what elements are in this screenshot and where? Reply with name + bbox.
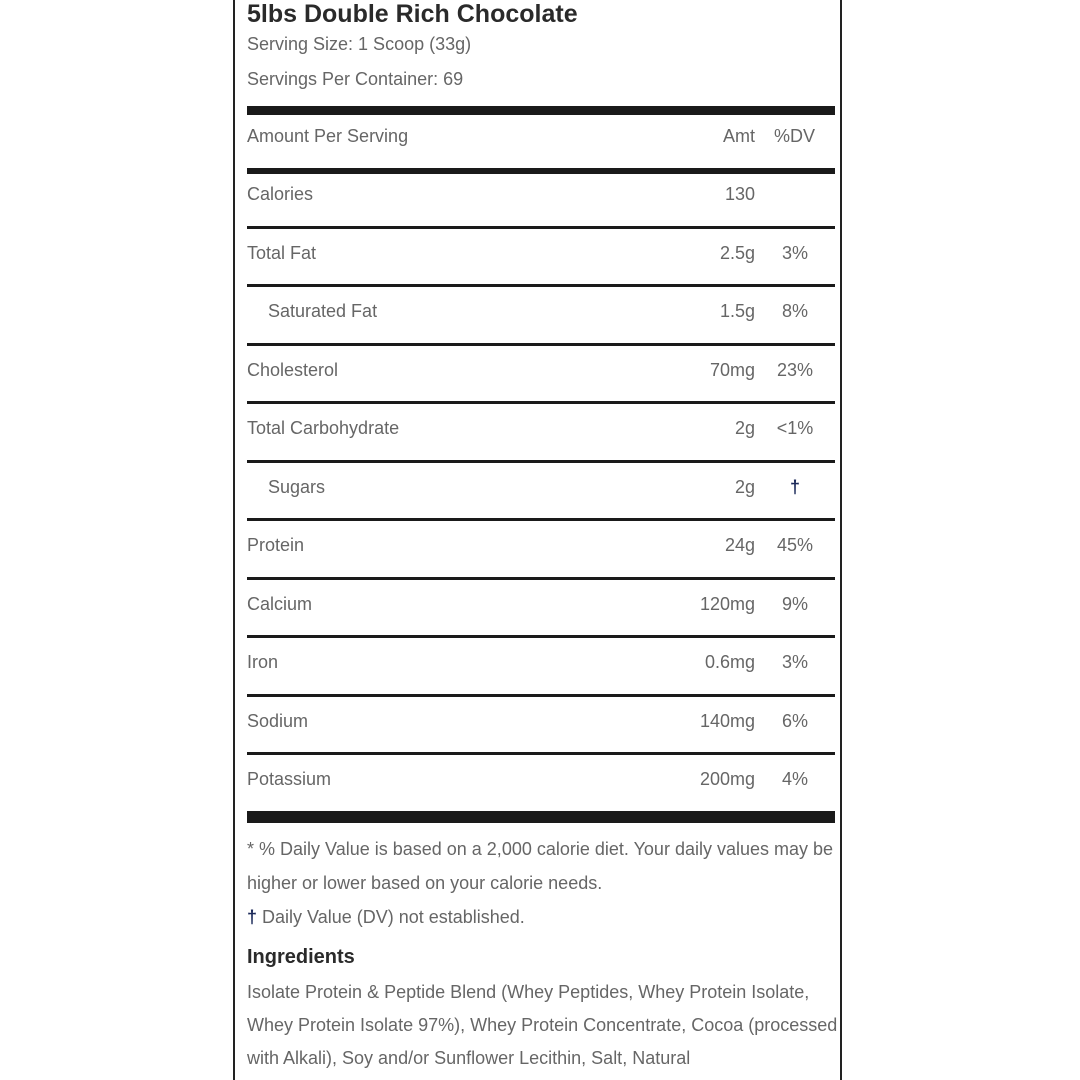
nutrient-daily-value: <1% xyxy=(776,418,814,438)
nutrient-daily-value: † xyxy=(789,476,800,497)
nutrient-amount: 0.6mg xyxy=(704,652,755,672)
nutrient-daily-value: 8% xyxy=(781,301,808,321)
nutrient-row xyxy=(247,697,835,756)
nutrient-name: Total Fat xyxy=(247,242,317,263)
nutrient-daily-value: 45% xyxy=(776,535,814,555)
nutrient-daily-value: 4% xyxy=(781,769,808,789)
nutrient-daily-value: 23% xyxy=(776,359,814,380)
nutrient-row xyxy=(247,755,835,811)
daily-value-footnote: * % Daily Value is based on a 2,000 calorie diet. Your daily values may be higher or lower based on your calorie needs. xyxy=(247,839,834,893)
nutrient-name: Saturated Fat xyxy=(268,301,378,321)
nutrient-row xyxy=(247,229,835,288)
nutrient-row xyxy=(247,287,835,346)
nutrient-name: Protein xyxy=(247,535,305,555)
nutrition-header xyxy=(247,120,835,152)
product-title: 5lbs Double Rich Chocolate xyxy=(247,0,578,28)
nutrient-table xyxy=(247,170,835,811)
dagger-note: Daily Value (DV) not established. xyxy=(257,907,525,927)
nutrient-name: Iron xyxy=(247,652,279,672)
amount-per-serving-label: Amount Per Serving xyxy=(247,126,409,146)
nutrient-daily-value: 3% xyxy=(781,652,808,672)
nutrient-daily-value: 9% xyxy=(781,593,808,614)
nutrient-name: Total Carbohydrate xyxy=(247,418,400,438)
nutrient-name: Calcium xyxy=(247,593,313,614)
dagger-symbol: † xyxy=(247,907,258,927)
amt-column-header: Amt xyxy=(722,126,755,146)
nutrient-amount: 2.5g xyxy=(719,242,755,263)
serving-size: Serving Size: 1 Scoop (33g) xyxy=(247,34,472,54)
nutrient-amount: 70mg xyxy=(709,359,755,380)
nutrient-amount: 2g xyxy=(734,476,755,497)
nutrient-amount: 1.5g xyxy=(719,301,755,321)
nutrient-row xyxy=(247,346,835,405)
nutrient-amount: 120mg xyxy=(699,593,755,614)
nutrient-name: Potassium xyxy=(247,769,332,789)
nutrient-name: Cholesterol xyxy=(247,359,339,380)
nutrient-row xyxy=(247,638,835,697)
nutrient-amount: 2g xyxy=(734,418,755,438)
nutrition-label xyxy=(233,0,842,1080)
nutrient-name: Sugars xyxy=(268,476,326,497)
nutrient-row xyxy=(247,521,835,580)
nutrient-amount: 140mg xyxy=(699,710,755,731)
nutrient-row xyxy=(247,170,835,229)
dv-column-header: %DV xyxy=(773,126,815,146)
nutrient-daily-value: 3% xyxy=(781,242,808,263)
nutrient-amount: 200mg xyxy=(699,769,755,789)
nutrient-name: Sodium xyxy=(247,710,309,731)
nutrient-amount: 24g xyxy=(724,535,755,555)
dagger-footnote xyxy=(247,900,837,934)
thick-divider-top xyxy=(247,106,835,115)
nutrient-amount: 130 xyxy=(724,184,755,204)
nutrient-row xyxy=(247,404,835,463)
ingredients-text: Isolate Protein & Peptide Blend (Whey Peptides, Whey Protein Isolate, Whey Protein Isolate 97%), Whey Protein Concentrate, Cocoa (processed with Alkali), Soy and/or Sunflower Lecithin, Salt, Natural xyxy=(247,982,838,1068)
nutrient-daily-value: 6% xyxy=(781,710,808,731)
nutrient-name: Calories xyxy=(247,184,314,204)
nutrient-row xyxy=(247,580,835,639)
servings-per-container: Servings Per Container: 69 xyxy=(247,69,464,89)
thick-divider-bottom xyxy=(247,811,835,823)
nutrient-row xyxy=(247,463,835,522)
ingredients-title: Ingredients xyxy=(247,946,355,968)
